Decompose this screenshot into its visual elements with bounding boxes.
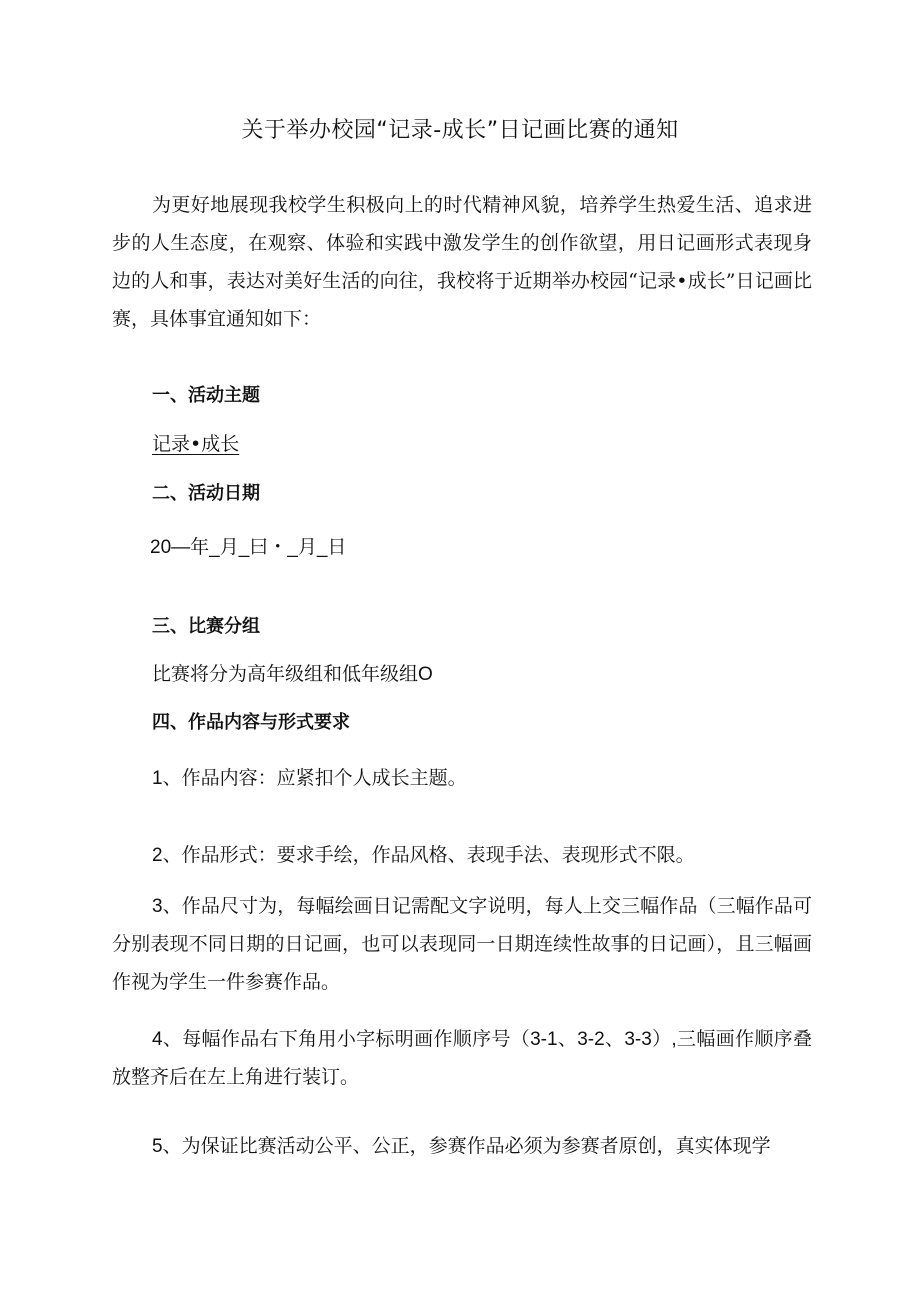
section-heading-theme: 一、活动主题: [152, 385, 260, 406]
section-heading-date: 二、活动日期: [152, 483, 260, 504]
requirement-item-numbering: 4、每幅作品右下角用小字标明画作顺序号（3-1、3-2、3-3）,三幅画作顺序叠放整齐后在左上角进行装订。: [112, 1029, 812, 1088]
document-title: 关于举办校园“记录-成长”日记画比赛的通知: [241, 118, 679, 143]
section-heading-requirements: 四、作品内容与形式要求: [152, 712, 350, 733]
section-content-groups: 比赛将分为高年级组和低年级组O: [152, 664, 433, 685]
requirement-item-size: 3、作品尺寸为，每幅绘画日记需配文字说明，每人上交三幅作品（三幅作品可分别表现不同日期的日记画，也可以表现同一日期连续性故事的日记画），且三幅画作视为学生一件参赛作品。: [112, 896, 812, 993]
section-content-theme: 记录•成长: [152, 433, 240, 455]
requirement-item-originality: 5、为保证比赛活动公平、公正，参赛作品必须为参赛者原创，真实体现学: [152, 1136, 771, 1157]
requirement-item-content: 1、作品内容：应紧扣个人成长主题。: [152, 768, 467, 789]
intro-paragraph: 为更好地展现我校学生积极向上的时代精神风貌，培养学生热爱生活、追求进步的人生态度，在观察、体验和实践中激发学生的创作欲望，用日记画形式表现身边的人和事，表达对美好生活的向往，我校将于近期举办校园“记录•成长”日记画比赛，具体事宜通知如下：: [112, 194, 812, 330]
section-heading-groups: 三、比赛分组: [152, 616, 260, 637]
requirement-item-form: 2、作品形式：要求手绘，作品风格、表现手法、表现形式不限。: [152, 845, 695, 866]
section-content-date: 20—年_月_曰・_月_日: [150, 537, 347, 558]
